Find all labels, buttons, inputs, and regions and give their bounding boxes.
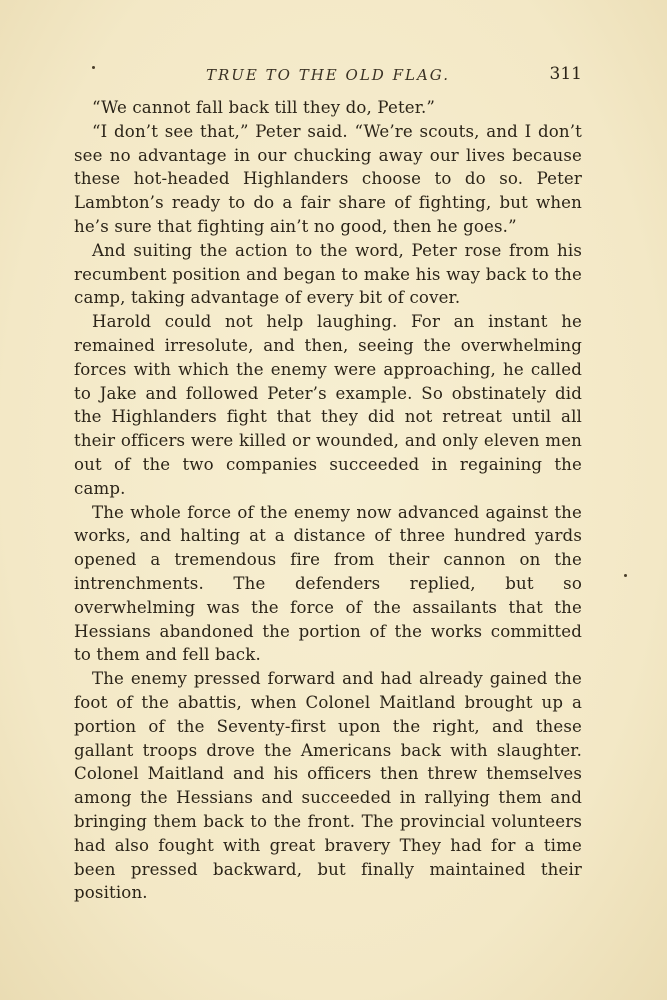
paragraph: Harold could not help laughing. For an instant he remained irresolute, and then, seeing the overwhelming forces with which the enemy were approaching, he called to Jake and followed Peter’s example. So obstinately did the Highlanders fight that they did not retreat until all their officers were killed or wounded, and only eleven men out of the two companies succeeded in regaining the camp. [74, 312, 582, 498]
paragraph: “I don’t see that,” Peter said. “We’re scouts, and I don’t see no advantage in our chucking away our lives because these hot-headed Highlanders choose to do so. Peter Lambton’s ready to do a fair share of fighting, but when he’s sure that fighting ain’t no good, then he goes.” [74, 121, 582, 236]
paragraph: The whole force of the enemy now advanced against the works, and halting at a distance of three hundred yards opened a tremendous fire from their cannon on the intrenchments. The defenders replied, but so overwhelming was the force of the assailants that the Hessians abandoned the portion of the works committed to them and fell back. [74, 502, 582, 665]
ink-speck [624, 574, 627, 577]
paragraph: The enemy pressed forward and had already gained the foot of the abattis, when Colonel Maitland brought up a portion of the Seventy-first upon the right, and these gallant troops drove the Americans back with slaughter. Colonel Maitland and his officers then threw themselves among the Hessians and succeeded in rallying them and bringing them back to the front. The provincial volunteers had also fought with great bravery They had for a time been pressed backward, but finally maintained their position. [74, 669, 582, 903]
page-number: 311 [549, 64, 582, 84]
paragraph: “We cannot fall back till they do, Peter.” [92, 98, 436, 117]
running-head: TRUE TO THE OLD FLAG. [205, 66, 450, 84]
paragraph: And suiting the action to the word, Peter rose from his recumbent position and began to make his way back to the camp, taking advantage of every bit of cover. [74, 240, 582, 308]
page-header [74, 64, 582, 90]
body-text [74, 96, 582, 905]
